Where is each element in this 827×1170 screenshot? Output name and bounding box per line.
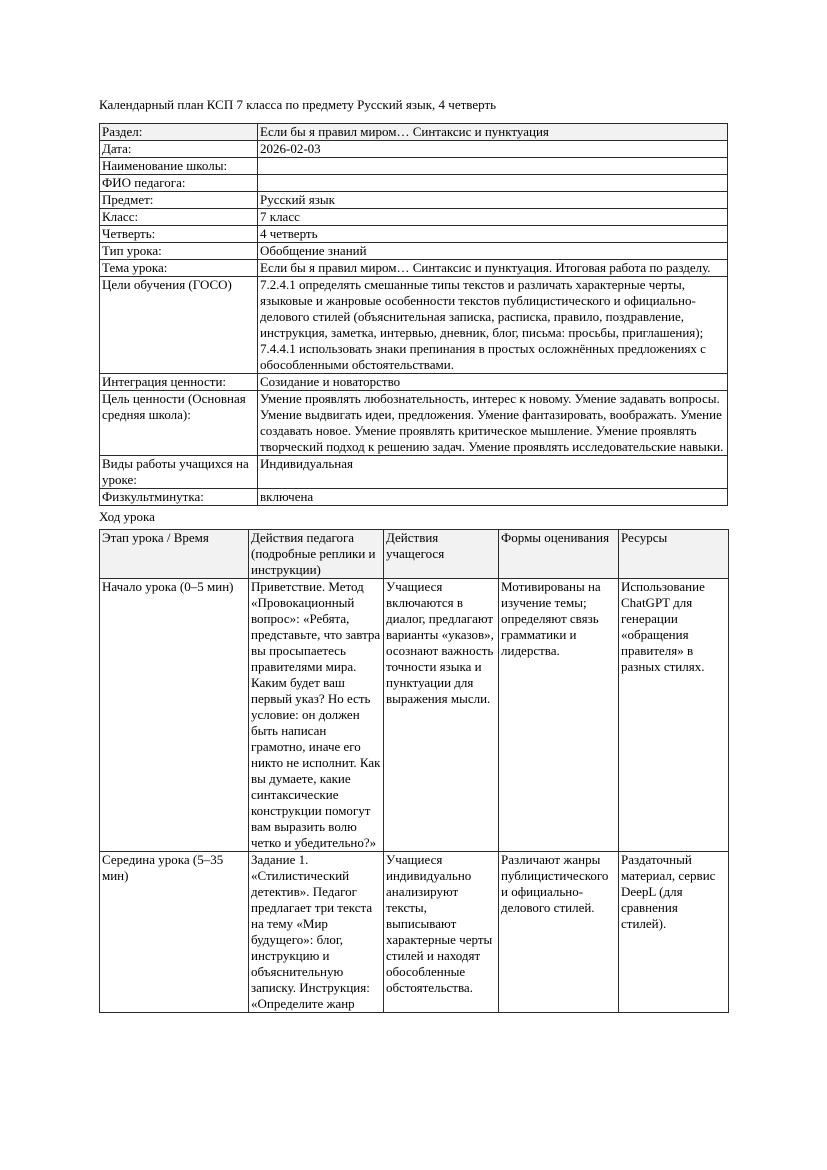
info-value: Умение проявлять любознательность, интерес к новому. Умение задавать вопросы. Умение выдвигать идеи, предложения. Умение фантазировать, воображать. Умение создавать новое. Умение проявлять критическое мышление. Умение проявлять творческий подход к решению задач. Умение проявлять исследовательские навыки. [258, 391, 728, 456]
info-label: Четверть: [100, 226, 258, 243]
info-row-work-types [100, 456, 728, 489]
info-value: Русский язык [258, 192, 728, 209]
info-value: 4 четверть [258, 226, 728, 243]
info-row-school [100, 158, 728, 175]
info-value: 7 класс [258, 209, 728, 226]
info-value: Созидание и новаторство [258, 374, 728, 391]
document-title: Календарный план КСП 7 класса по предмету Русский язык, 4 четверть [99, 97, 497, 112]
info-label: Раздел: [100, 124, 258, 141]
info-value: Индивидуальная [258, 456, 728, 489]
lesson-flow-table [99, 529, 729, 1013]
info-row-goals [100, 277, 728, 374]
lesson-row-middle [100, 852, 729, 1013]
lesson-row-start [100, 579, 729, 852]
info-value: 7.2.4.1 определять смешанные типы текстов и различать характерные черты, языковые и жанровые особенности текстов публицистического и официально-делового стилей (объяснительная записка, расписка, правило, поздравление, инструкция, заметка, интервью, дневник, блог, письма: просьбы, приглашения); 7.4.4.1 использовать знаки препинания в простых осложнённых предложениях с обособленными обстоятельствами. [258, 277, 728, 374]
info-row-data [100, 141, 728, 158]
info-value [258, 175, 728, 192]
info-label: Интеграция ценности: [100, 374, 258, 391]
info-row-razdel [100, 124, 728, 141]
info-value: Если бы я правил миром… Синтаксис и пунктуация [258, 124, 728, 141]
info-label: Тема урока: [100, 260, 258, 277]
column-header-resources: Ресурсы [619, 530, 729, 579]
info-label: Физкультминутка: [100, 489, 258, 506]
student-actions-cell: Учащиеся индивидуально анализируют тексты, выписывают характерные черты стилей и находят обособленные обстоятельства. [384, 852, 499, 1013]
teacher-actions-cell: Приветствие. Метод «Провокационный вопрос»: «Ребята, представьте, что завтра вы просыпаетесь правителями мира. Каким будет ваш первый указ? Но есть условие: он должен быть написан грамотно, иначе его никто не исполнит. Как вы думаете, какие синтаксические конструкции помогут вам выразить волю четко и убедительно?» [249, 579, 384, 852]
stage-cell: Середина урока (5–35 мин) [100, 852, 249, 1013]
info-row-lesson-topic [100, 260, 728, 277]
info-label: Цели обучения (ГОСО) [100, 277, 258, 374]
info-value: 2026-02-03 [258, 141, 728, 158]
info-label: Тип урока: [100, 243, 258, 260]
assessment-cell: Различают жанры публицистического и официально-делового стилей. [499, 852, 619, 1013]
info-label: Класс: [100, 209, 258, 226]
assessment-cell: Мотивированы на изучение темы; определяют связь грамматики и лидерства. [499, 579, 619, 852]
info-label: Предмет: [100, 192, 258, 209]
column-header-teacher-actions: Действия педагога (подробные реплики и инструкции) [249, 530, 384, 579]
info-value [258, 158, 728, 175]
info-row-values-goal [100, 391, 728, 456]
document-content [99, 97, 728, 1013]
column-header-assessment: Формы оценивания [499, 530, 619, 579]
info-row-teacher-name [100, 175, 728, 192]
resources-cell: Раздаточный материал, сервис DeepL (для сравнения стилей). [619, 852, 729, 1013]
lesson-info-table [99, 123, 728, 506]
resources-cell: Использование ChatGPT для генерации «обращения правителя» в разных стилях. [619, 579, 729, 852]
info-value: Обобщение знаний [258, 243, 728, 260]
column-header-stage: Этап урока / Время [100, 530, 249, 579]
info-value: Если бы я правил миром… Синтаксис и пунктуация. Итоговая работа по разделу. [258, 260, 728, 277]
teacher-actions-cell: Задание 1. «Стилистический детектив». Педагог предлагает три текста на тему «Мир будущего»: блог, инструкцию и объяснительную записку. Инструкция: «Определите жанр [249, 852, 384, 1013]
info-label: Цель ценности (Основная средняя школа): [100, 391, 258, 456]
lesson-table-header-row [100, 530, 729, 579]
info-row-lesson-type [100, 243, 728, 260]
stage-cell: Начало урока (0–5 мин) [100, 579, 249, 852]
info-value: включена [258, 489, 728, 506]
info-row-values-integration [100, 374, 728, 391]
info-row-physical-minute [100, 489, 728, 506]
column-header-student-actions: Действия учащегося [384, 530, 499, 579]
student-actions-cell: Учащиеся включаются в диалог, предлагают варианты «указов», осознают важность точности языка и пунктуации для выражения мысли. [384, 579, 499, 852]
info-row-subject [100, 192, 728, 209]
info-label: Дата: [100, 141, 258, 158]
info-label: ФИО педагога: [100, 175, 258, 192]
section-heading: Ход урока [99, 509, 155, 524]
info-row-class [100, 209, 728, 226]
info-row-quarter [100, 226, 728, 243]
info-label: Виды работы учащихся на уроке: [100, 456, 258, 489]
info-label: Наименование школы: [100, 158, 258, 175]
